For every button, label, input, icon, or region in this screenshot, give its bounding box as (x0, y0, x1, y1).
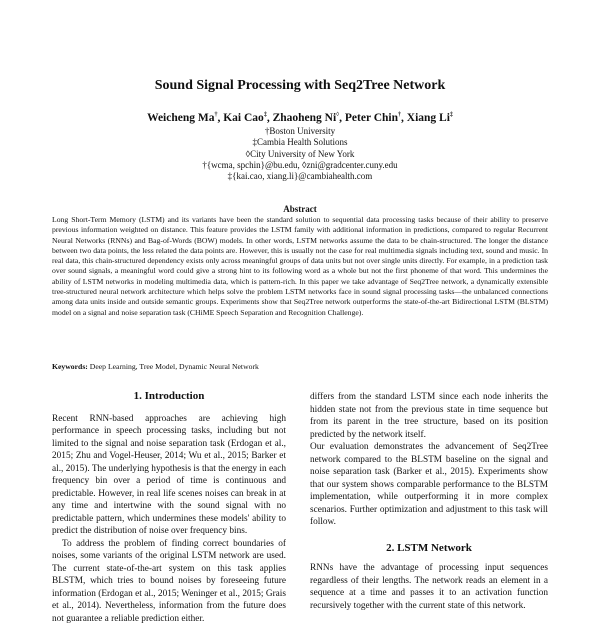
right-column (310, 391, 548, 612)
section-heading-lstm: 2. LSTM Network (310, 542, 548, 555)
affiliation-line: ◊City University of New York (0, 149, 600, 160)
affiliation-email: ‡{kai.cao, xiang.li}@cambiahealth.com (0, 171, 600, 182)
paragraph: To address the problem of finding correct boundaries of noises, some variants of the original LSTM network are used. The current state-of-the-art system on this task applies BLSTM, which tries to bound noises by foreseeing future information (Erdogan et al., 2015; Weninger et al., 2015; Grais et al., 2014). Nevertheless, information from the future does not guarantee a reliable prediction either. (52, 538, 286, 625)
author-mark: ‡ (264, 112, 267, 118)
author-name: Zhaoheng Ni (273, 112, 337, 124)
keywords-label: Keywords: (52, 362, 88, 371)
author-name: Peter Chin (345, 112, 398, 124)
keywords-line (52, 362, 548, 371)
author-name: Xiang Li (407, 112, 450, 124)
author-list: Weicheng Ma†, Kai Cao‡, Zhaoheng Ni◊, Peter Chin†, Xiang Li‡ (0, 112, 600, 124)
paragraph: RNNs have the advantage of processing input sequences regardless of their lengths. The network reads an element in a sequence at a time and passes it to an activation function recursively together with the current state of this network. (310, 562, 548, 612)
author-name: Kai Cao (223, 112, 264, 124)
affiliation-line: ‡Cambia Health Solutions (0, 137, 600, 148)
section-heading-introduction: 1. Introduction (52, 390, 286, 403)
affiliation-email: †{wcma, spchin}@bu.edu, ◊zni@gradcenter.cuny.edu (0, 160, 600, 171)
affiliation-block (0, 126, 600, 182)
keywords-text: Deep Learning, Tree Model, Dynamic Neural Network (90, 362, 259, 371)
left-column (52, 390, 286, 625)
abstract-text: Long Short-Term Memory (LSTM) and its variants have been the standard solution to sequential data processing tasks because of their ability to preserve previous information weighted on distance. This feature provides the LSTM family with additional information in predictions, compared to regular Recurrent Neural Networks (RNNs) and Bag-of-Words (BOW) models. In other words, LSTM networks assume the data to be chain-structured. The longer the distance between two data points, the less related the data points are. However, this is usually not the case for real multimedia signals including text, sound and music. In real data, this chain-structured dependency exists only across meaningful groups of data units but not over single units directly. For example, in a prediction task over sound signals, a meaningful word could give a strong hint to its following word as a whole but not the first phoneme of that word. This undermines the ability of LSTM networks in modeling multimedia data, which is pattern-rich. In this paper we take advantage of Seq2Tree network, a dynamically extensible tree-structured neural network architecture which helps solve the problem LSTM networks face in sound signal processing tasks—the unbalanced connections among data units inside and outside semantic groups. Experiments show that Seq2Tree network outperforms the state-of-the-art Bidirectional LSTM (BLSTM) model on a signal and noise separation task (CHiME Speech Separation and Recognition Challenge). (52, 215, 548, 318)
paragraph: Our evaluation demonstrates the advancement of Seq2Tree network compared to the BLSTM baseline on the signal and noise separation task (Barker et al., 2015). Experiments show that our system shows comparable performance to the BLSTM implementation, while outperforming it in more complex scenarios. Further optimization and adjustment to this task will follow. (310, 441, 548, 529)
author-mark: † (214, 112, 217, 118)
author-mark: ◊ (336, 112, 339, 118)
author-name: Weicheng Ma (147, 112, 214, 124)
author-mark: ‡ (450, 112, 453, 118)
paragraph: differs from the standard LSTM since each node inherits the hidden state not from the previous state in time sequence but from its parent in the tree structure, based on its position predicted by the network itself. (310, 391, 548, 441)
affiliation-line: †Boston University (0, 126, 600, 137)
paragraph: Recent RNN-based approaches are achieving high performance in speech processing tasks, including but not limited to the signal and noise separation task (Erdogan et al., 2015; Zhu and Vogel-Heuser, 2014; Wu et al., 2015; Barker et al., 2015). The underlying hypothesis is that the energy in each frequency bin over a period of time is continuous and predictable. However, in real life scenes noises can break in at any time and intertwine with the sound signal with no predictable pattern, which undermines these models' ability to predict the distribution of noise over frequency bins. (52, 413, 286, 538)
author-mark: † (398, 112, 401, 118)
abstract-heading: Abstract (0, 204, 600, 214)
paper-title: Sound Signal Processing with Seq2Tree Network (0, 78, 600, 94)
